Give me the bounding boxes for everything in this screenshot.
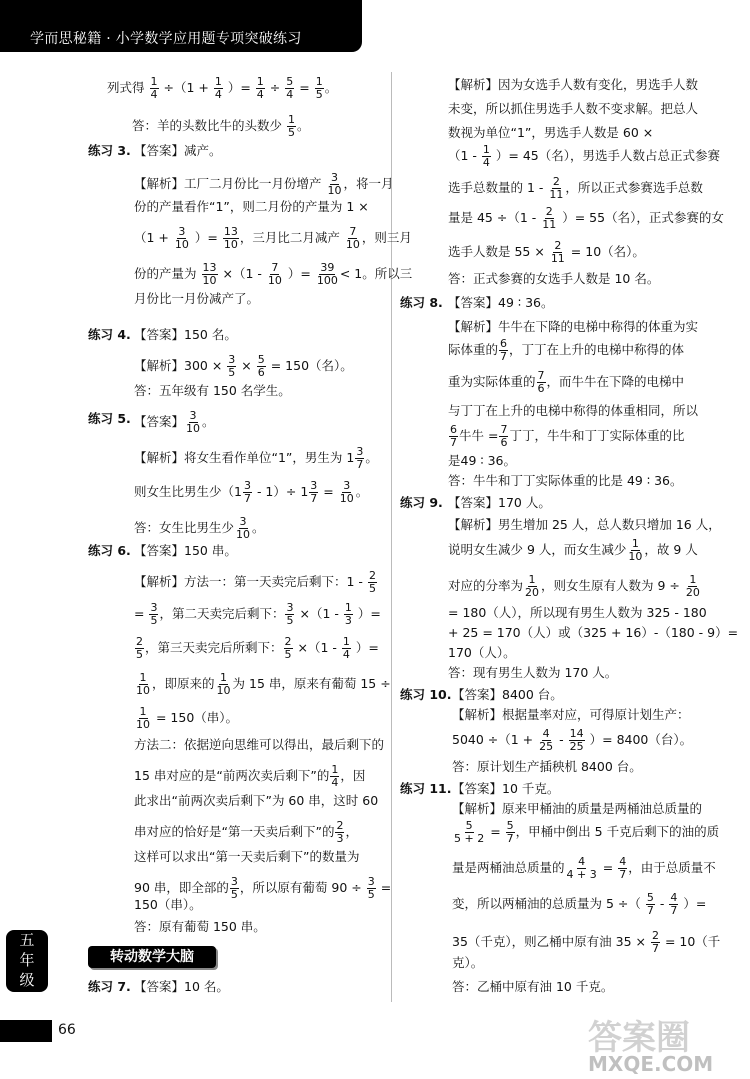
exercise-3-answer: 【答案】减产。 [134,143,222,158]
exercise-8-answer: 【答案】49 ∶ 36。 [448,295,554,310]
fraction: $\frac{1}{4}$ [214,75,222,101]
line-l1: 列式得 $\frac{1}{4}$ ÷（1 + $\frac{1}{4}$ ）= $\frac{1}{4}$ ÷ $\frac{5}{4}$ = $\frac{1}{5}$ 。 [107,75,338,101]
fraction: $\frac{7}{6}$ [537,369,545,395]
exercise-6-tag: 练习 6. [88,543,131,558]
line: 这样可以求出“第一天卖后剩下”的数量为 [134,849,360,864]
line: 15 串对应的是“前两次卖后剩下”的 $\frac{1}{4}$ ，因 [134,763,366,789]
fraction: $\frac{1}{5}$ [288,113,295,139]
line: 变，所以两桶油的总质量为 5 ÷（ $\frac{5}{7}$ - $\frac{4}{7}$ ）= [452,891,707,917]
line: 未变，所以抓住男选手人数不变求解。把总人 [448,101,699,116]
line: 5040 ÷（1 + $\frac{4}{25}$ - $\frac{14}{25}$ ）= 8400（台）。 [452,727,693,753]
line: 份的产量看作“1”，则二月份的产量为 1 × [134,199,369,214]
line: 【解析】牛牛在下降的电梯中称得的体重为实 [448,319,699,334]
line: $\frac{1}{10}$ ，即原来的 $\frac{1}{10}$ 为 15 串，原来有葡萄 15 ÷ [136,671,391,697]
line: 方法二：依据逆向思维可以得出，最后剩下的 [134,737,385,752]
line: = $\frac{3}{5}$ ，第二天卖完后剩下： $\frac{3}{5}$ ×（1 - $\frac{1}{3}$ ）= [134,601,381,627]
watermark-logo: 答案圈 [588,1018,690,1058]
line: $\frac{6}{7}$ 牛牛 = $\frac{7}{6}$ 丁丁，牛牛和丁丁实际体重的比 [450,423,685,449]
fraction: $\frac{7}{6}$ [500,423,508,449]
grade-char: 五 [19,931,35,949]
fraction: $\frac{3}{5}$ [286,601,294,627]
line: 份的产量为 $\frac{13}{10}$ ×（1 - $\frac{7}{10}$ ）= $\frac{39}{100}$ < 1。所以三 [134,261,413,287]
fraction: $\frac{1}{10}$ [628,537,643,563]
fraction: $\frac{6}{7}$ [500,337,508,363]
line: 【解析】根据量率对应，可得原计划生产： [452,707,690,722]
exercise-11-answer: 【答案】10 千克。 [452,781,560,796]
section-banner: 转动数学大脑 [88,946,216,968]
fraction: $\frac{4}{4 + 3}$ [566,855,597,881]
line: 选手人数是 55 × $\frac{2}{11}$ = 10（名）。 [448,239,645,265]
line: 数视为单位“1”，男选手人数是 60 × [448,125,654,140]
fraction: $\frac{3}{10}$ [186,409,201,435]
line: 答：正式参赛的女选手人数是 10 名。 [448,271,660,286]
fraction: $\frac{4}{25}$ [539,727,554,753]
line: 重为实际体重的 $\frac{7}{6}$ ，而牛牛在下降的电梯中 [448,369,685,395]
fraction: $\frac{1}{4}$ [342,635,350,661]
fraction: $\frac{5}{5 + 2}$ [454,819,485,845]
fraction: $\frac{3}{7}$ [243,479,251,505]
fraction: $\frac{3}{10}$ [236,515,251,541]
grade-tab [6,930,48,992]
fraction: $\frac{5}{6}$ [257,353,265,379]
exercise-5-answer: 【答案】 $\frac{3}{10}$ 。 [134,409,215,435]
exercise-5-tag: 练习 5. [88,411,131,426]
fraction: $\frac{1}{20}$ [525,573,540,599]
fraction: $\frac{1}{4}$ [331,763,339,789]
fraction: $\frac{6}{7}$ [450,423,457,449]
fraction: $\frac{13}{10}$ [202,261,217,287]
fraction: $\frac{2}{11}$ [550,239,565,265]
fraction: $\frac{1}{20}$ [685,573,700,599]
line: 150（串）。 [134,897,202,912]
line: 【解析】男生增加 25 人，总人数只增加 16 人， [448,517,721,532]
fraction: $\frac{3}{7}$ [356,445,364,471]
exercise-6-answer: 【答案】150 串。 [134,543,237,558]
fraction: $\frac{1}{4}$ [150,75,158,101]
fraction: $\frac{1}{4}$ [256,75,264,101]
fraction: $\frac{1}{5}$ [315,75,323,101]
exercise-9-tag: 练习 9. [400,495,443,510]
fraction: $\frac{2}{5}$ [284,635,292,661]
fraction: $\frac{5}{7}$ [506,819,514,845]
fraction: $\frac{1}{3}$ [344,601,352,627]
fraction: $\frac{4}{7}$ [619,855,627,881]
fraction: $\frac{1}{10}$ [136,705,150,731]
line: 说明女生减少 9 人，而女生减少 $\frac{1}{10}$ ，故 9 人 [448,537,698,563]
fraction: $\frac{3}{5}$ [228,353,236,379]
line: （1 - $\frac{1}{4}$ ）= 45（名），男选手人数占总正式参赛 [448,143,721,169]
line: 量是两桶油总质量的 $\frac{4}{4 + 3}$ = $\frac{4}{7}$ ，由于总质量不 [452,855,716,881]
exercise-8-tag: 练习 8. [400,295,443,310]
fraction: $\frac{3}{10}$ [339,479,354,505]
line: 量是 45 ÷（1 - $\frac{2}{11}$ ）= 55（名），正式参赛的女 [448,205,724,231]
fraction: $\frac{1}{4}$ [482,143,490,169]
fraction: $\frac{3}{5}$ [150,601,158,627]
line: 是49 ∶ 36。 [448,453,517,468]
line: 【解析】因为女选手人数有变化，男选手人数 [448,77,699,92]
line: 际体重的 $\frac{6}{7}$ ，丁丁在上升的电梯中称得的体 [448,337,685,363]
column-divider [391,72,392,1002]
fraction: $\frac{39}{100}$ [316,261,338,287]
exercise-7-tag: 练习 7. [88,979,131,994]
fraction: $\frac{7}{10}$ [267,261,282,287]
line: 选手总数量的 1 - $\frac{2}{11}$ ，所以正式参赛选手总数 [448,175,703,201]
line: 【解析】方法一：第一天卖完后剩下：1 - $\frac{2}{5}$ [134,569,376,595]
fraction: $\frac{3}{10}$ [327,171,342,197]
fraction: $\frac{13}{10}$ [223,225,238,251]
line: 【解析】原来甲桶油的质量是两桶油总质量的 [452,801,703,816]
line: 月份比一月份减产了。 [134,291,260,306]
line: 答：乙桶中原有油 10 千克。 [452,979,614,994]
fraction: $\frac{1}{10}$ [216,671,231,697]
fraction: $\frac{3}{7}$ [310,479,318,505]
line: 答：女生比男生少 $\frac{3}{10}$ 。 [134,515,265,541]
fraction: $\frac{3}{5}$ [367,875,375,901]
line: 串对应的恰好是“第一天卖后剩下”的 $\frac{2}{3}$ ， [134,819,358,845]
line: 答：原有葡萄 150 串。 [134,919,266,934]
exercise-11-tag: 练习 11. [400,781,452,796]
line: 170（人）。 [448,645,516,660]
watermark-url: MXQE.COM [588,1052,714,1076]
fraction: $\frac{14}{25}$ [569,727,584,753]
header-title: 学而思秘籍 · 小学数学应用题专项突破练习 [30,31,302,47]
fraction: $\frac{2}{3}$ [336,819,344,845]
fraction: $\frac{2}{11}$ [549,175,564,201]
line: 90 串，即全部的 $\frac{3}{5}$ ，所以原有葡萄 90 ÷ $\frac{3}{5}$ = [134,875,392,901]
header-banner [0,0,362,52]
fraction: $\frac{3}{10}$ [174,225,189,251]
line: （1 + $\frac{3}{10}$ ）= $\frac{13}{10}$ ，三月比二月减产 $\frac{7}{10}$ ，则三月 [134,225,412,251]
line: 则女生比男生少（1 $\frac{3}{7}$ - 1）÷ 1 $\frac{3}{7}$ = $\frac{3}{10}$ 。 [134,479,369,505]
exercise-4-answer: 【答案】150 名。 [134,327,237,342]
line: = 180（人），所以现有男生人数为 325 - 180 [448,605,707,620]
line: 与丁丁在上升的电梯中称得的体重相同，所以 [448,403,699,418]
line: 【解析】300 × $\frac{3}{5}$ × $\frac{5}{6}$ = 150（名）。 [134,353,353,379]
line: 答：原计划生产插秧机 8400 台。 [452,759,642,774]
fraction: $\frac{5}{4}$ [286,75,294,101]
line-l2: 答：羊的头数比牛的头数少 $\frac{1}{5}$ 。 [132,113,310,139]
line: $\frac{5}{5 + 2}$ = $\frac{5}{7}$ ，甲桶中倒出 5 千克后剩下的油的质 [454,819,720,845]
fraction: $\frac{5}{7}$ [646,891,654,917]
fraction: $\frac{2}{5}$ [368,569,376,595]
fraction: $\frac{3}{5}$ [230,875,238,901]
fraction: $\frac{1}{10}$ [136,671,150,697]
line: 35（千克），则乙桶中原有油 35 × $\frac{2}{7}$ = 10（千 [452,929,721,955]
footer-bar [0,1020,52,1042]
exercise-10-tag: 练习 10. [400,687,452,702]
line: 此求出“前两次卖后剩下”为 60 串，这时 60 [134,793,379,808]
exercise-7-answer: 【答案】10 名。 [134,979,229,994]
line: 【解析】将女生看作单位“1”，男生为 1 $\frac{3}{7}$ 。 [134,445,378,471]
line: 对应的分率为 $\frac{1}{20}$ ，则女生原有人数为 9 ÷ $\frac{1}{20}$ [448,573,700,599]
grade-char: 年 [19,951,35,969]
page-number: 66 [58,1022,76,1038]
line: + 25 = 170（人）或（325 + 16）-（180 - 9）= [448,625,739,640]
fraction: $\frac{2}{7}$ [651,929,659,955]
fraction: $\frac{2}{11}$ [542,205,557,231]
line: 克）。 [452,955,484,970]
line: 答：现有男生人数为 170 人。 [448,665,618,680]
line: $\frac{2}{5}$ ，第三天卖完后所剩下： $\frac{2}{5}$ ×（1 - $\frac{1}{4}$ ）= [136,635,379,661]
fraction: $\frac{2}{5}$ [136,635,143,661]
line: 答：牛牛和丁丁实际体重的比是 49 ∶ 36。 [448,473,683,488]
line: 答：五年级有 150 名学生。 [134,383,291,398]
fraction: $\frac{7}{10}$ [345,225,360,251]
line: $\frac{1}{10}$ = 150（串）。 [136,705,239,731]
exercise-3-tag: 练习 3. [88,143,131,158]
fraction: $\frac{4}{7}$ [670,891,678,917]
grade-char: 级 [19,971,35,989]
exercise-4-tag: 练习 4. [88,327,131,342]
exercise-10-answer: 【答案】8400 台。 [452,687,563,702]
line: 【解析】工厂二月份比一月份增产 $\frac{3}{10}$ ，将一月 [134,171,394,197]
exercise-9-answer: 【答案】170 人。 [448,495,551,510]
